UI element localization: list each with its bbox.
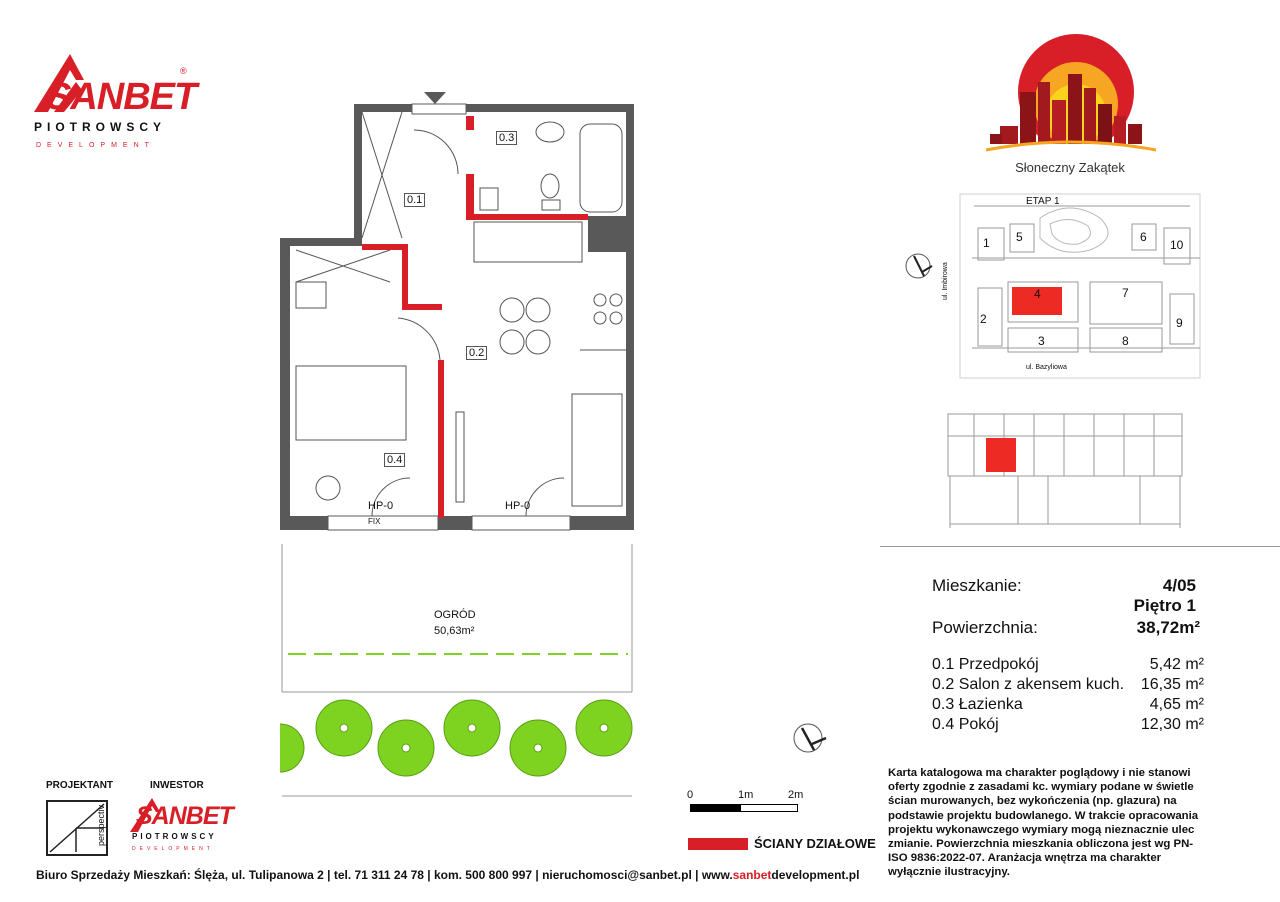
scale-tick: 0 (687, 789, 694, 801)
brand-name: SANBET (46, 76, 197, 118)
estate-name: Słoneczny Zakątek (1015, 160, 1125, 175)
north-arrow-icon (788, 718, 828, 758)
site-plan (900, 188, 1210, 388)
brand-dev: DEVELOPMENT (36, 142, 155, 149)
investor-brand-name: SANBET (136, 802, 233, 830)
room-row-name: 0.1 Przedpokój (932, 656, 1039, 673)
room-code-0-1: 0.1 (404, 193, 425, 207)
room-row-area: 12,30 m² (1140, 716, 1204, 733)
footer-domain: development.pl (771, 868, 860, 882)
estate-logo (980, 26, 1160, 176)
building-1: 1 (983, 236, 990, 250)
floor-value: Piętro 1 (1133, 596, 1196, 615)
building-5: 5 (1016, 230, 1023, 244)
building-6: 6 (1140, 230, 1147, 244)
partition-wall-swatch (688, 838, 748, 850)
footer-text: Biuro Sprzedaży Mieszkań: Ślęża, ul. Tulipanowa 2 | tel. 71 311 24 78 | kom. 500 800 997 | nieruchomosci@sanbet.pl | www. (36, 868, 733, 882)
area-value: 38,72m² (1136, 618, 1200, 637)
building-3: 3 (1038, 334, 1045, 348)
scale-bar-fill (691, 805, 741, 811)
room-row-name: 0.4 Pokój (932, 716, 999, 733)
building-8: 8 (1122, 334, 1129, 348)
registered-mark: ® (180, 66, 187, 76)
window-label: FIX (368, 517, 381, 526)
room-code-0-4: 0.4 (384, 453, 405, 467)
investor-label: INWESTOR (150, 780, 204, 791)
scale-tick: 2m (788, 789, 804, 801)
divider-line (880, 546, 1280, 547)
garden-area: 50,63m² (434, 625, 475, 637)
building-7: 7 (1122, 286, 1129, 300)
floor-plan-drawing (280, 88, 640, 808)
investor-brand-sub: PIOTROWSCY (132, 832, 217, 841)
disclaimer-note: Karta katalogowa ma charakter poglądowy i nie stanowi oferty zgodnie z zasadami kc. wymiary podane w świetle ścian murowanych, bez wykończenia (np. glazura) na podstawie projektu budowlanego. W trakcie opracowania projektu wykonawczego wymiary mogą nieznacznie ulec zmianie. Powierzchnia mieszkania obliczona jest wg PN-ISO 9836:2022-07. Aranżacja wnętrza ma charakter wyłącznie ilustracyjny. (888, 767, 1199, 879)
investor-brand-dev: DEVELOPMENT (132, 846, 214, 852)
building-9: 9 (1176, 316, 1183, 330)
window-label: HP-0 (505, 500, 531, 512)
street-imbirowa: ul. Imbirowa (942, 262, 949, 300)
building-10: 10 (1170, 238, 1184, 252)
building-2: 2 (980, 312, 987, 326)
footer-contact (36, 868, 859, 882)
room-row-area: 5,42 m² (1149, 656, 1204, 673)
room-code-0-3: 0.3 (496, 131, 517, 145)
etap-label: ETAP 1 (1026, 196, 1060, 207)
apartment-label: Mieszkanie: (932, 576, 1022, 595)
room-row-name: 0.2 Salon z akensem kuch. (932, 676, 1125, 693)
street-bazyliowa: ul. Bazyliowa (1026, 364, 1067, 371)
legend-walls-label: ŚCIANY DZIAŁOWE (754, 836, 876, 851)
window-label: HP-0 (368, 500, 394, 512)
room-code-0-2: 0.2 (466, 346, 487, 360)
garden-label: OGRÓD (434, 609, 476, 621)
apartment-value: 4/05 (1162, 576, 1196, 595)
floor-key-plan (944, 408, 1188, 532)
estate-logo-mark (980, 26, 1160, 166)
designer-name: perspectiv (96, 804, 106, 846)
sanbet-logo (34, 52, 197, 152)
area-label: Powierzchnia: (932, 618, 1038, 637)
room-row-area: 16,35 m² (1140, 676, 1204, 693)
investor-logo (130, 796, 240, 858)
brand-sub: PIOTROWSCY (34, 120, 167, 134)
scale-bar (690, 804, 798, 812)
footer-brand: sanbet (732, 868, 772, 882)
room-row-name: 0.3 Łazienka (932, 696, 1023, 713)
designer-label: PROJEKTANT (46, 780, 114, 791)
building-4: 4 (1034, 287, 1041, 301)
floor-key-plan-drawing (944, 408, 1188, 532)
room-row-area: 4,65 m² (1149, 696, 1204, 713)
scale-tick: 1m (738, 789, 754, 801)
north-arrow-icon (906, 254, 932, 278)
